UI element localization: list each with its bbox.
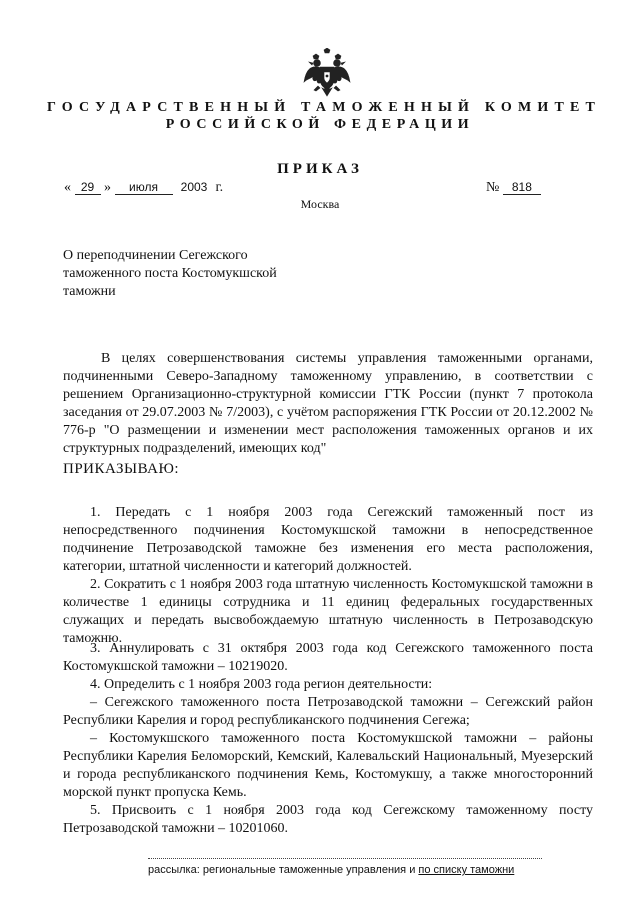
subject-line: таможни	[63, 284, 116, 299]
number-value: 818	[503, 180, 541, 195]
subject-line: таможенного поста Костомукшской	[63, 266, 277, 281]
document-date	[64, 180, 223, 196]
document-city: Москва	[300, 197, 340, 211]
order-item-3: 3. Аннулировать с 31 октября 2003 года код Сегежского таможенного поста Костомукшской таможни – 10219020.	[63, 641, 593, 674]
date-month: июля	[115, 180, 173, 195]
order-item-4: 4. Определить с 1 ноября 2003 года регион деятельности:	[90, 677, 433, 692]
order-word: ПРИКАЗЫВАЮ:	[63, 461, 180, 477]
distribution-prefix: рассылка: региональные таможенные управления и	[148, 864, 416, 876]
order-item-2: 2. Сократить с 1 ноября 2003 года штатную численность Костомукшской таможни в количестве 1 единицы сотрудника и 11 единиц федеральных государственных служащих и передать высвобождаемую штатную численность в Петрозаводскую таможню.	[63, 577, 593, 646]
order-item-5: 5. Присвоить с 1 ноября 2003 года код Сегежскому таможенному посту Петрозаводской таможни – 10201060.	[63, 803, 593, 836]
distribution-underlined: по списку таможни	[418, 864, 515, 876]
date-close-quote: »	[104, 180, 111, 195]
order-item-4-dash-2: – Костомукшского таможенного поста Костомукшской таможни – районы Республики Карелия Беломорский, Кемский, Калевальский Национальный, Муезерский и города республиканского подчинения Кемь, Костомукшу, а также многосторонний морской пункт пропуска Кемь.	[63, 731, 593, 800]
document-subject	[63, 247, 277, 301]
agency-name-line2: РОССИЙСКОЙ ФЕДЕРАЦИИ	[165, 117, 475, 132]
document-number	[486, 180, 541, 196]
subject-line: О переподчинении Сегежского	[63, 248, 248, 263]
footer-divider	[148, 858, 542, 859]
order-item-1: 1. Передать с 1 ноября 2003 года Сегежский таможенный пост из непосредственного подчинения Костомукшской таможни в непосредственное подчинение Петрозаводской таможне без изменения его места расположения, категории, штатной численности и категорий должностей.	[63, 505, 593, 574]
number-prefix: №	[486, 180, 500, 195]
date-year: 2003	[180, 180, 208, 194]
state-emblem-icon	[303, 48, 351, 98]
document-type-title: ПРИКАЗ	[277, 161, 363, 177]
order-item-4-dash-1: – Сегежского таможенного поста Петрозаводской таможни – Сегежский район Республики Карелия и город республиканского подчинения Сегежа;	[63, 695, 593, 728]
preamble	[63, 350, 593, 458]
date-day: 29	[75, 180, 101, 195]
date-suffix: г.	[215, 180, 224, 195]
preamble-text: В целях совершенствования системы управления таможенными органами, подчиненными Северо-Западному таможенному управлению, в соответствии с решением Организационно-структурной комиссии ГТК России (пункт 7 протокола заседания от 29.07.2003 № 7/2003), с учётом распоряжения ГТК России от 20.12.2002 № 776-р "О размещении и изменении мест расположения таможенных органов и их структурных подразделений, имеющих код"	[63, 351, 593, 456]
date-open-quote: «	[64, 180, 71, 195]
distribution-note	[148, 864, 514, 876]
agency-name-line1: ГОСУДАРСТВЕННЫЙ ТАМОЖЕННЫЙ КОМИТЕТ	[46, 100, 602, 115]
